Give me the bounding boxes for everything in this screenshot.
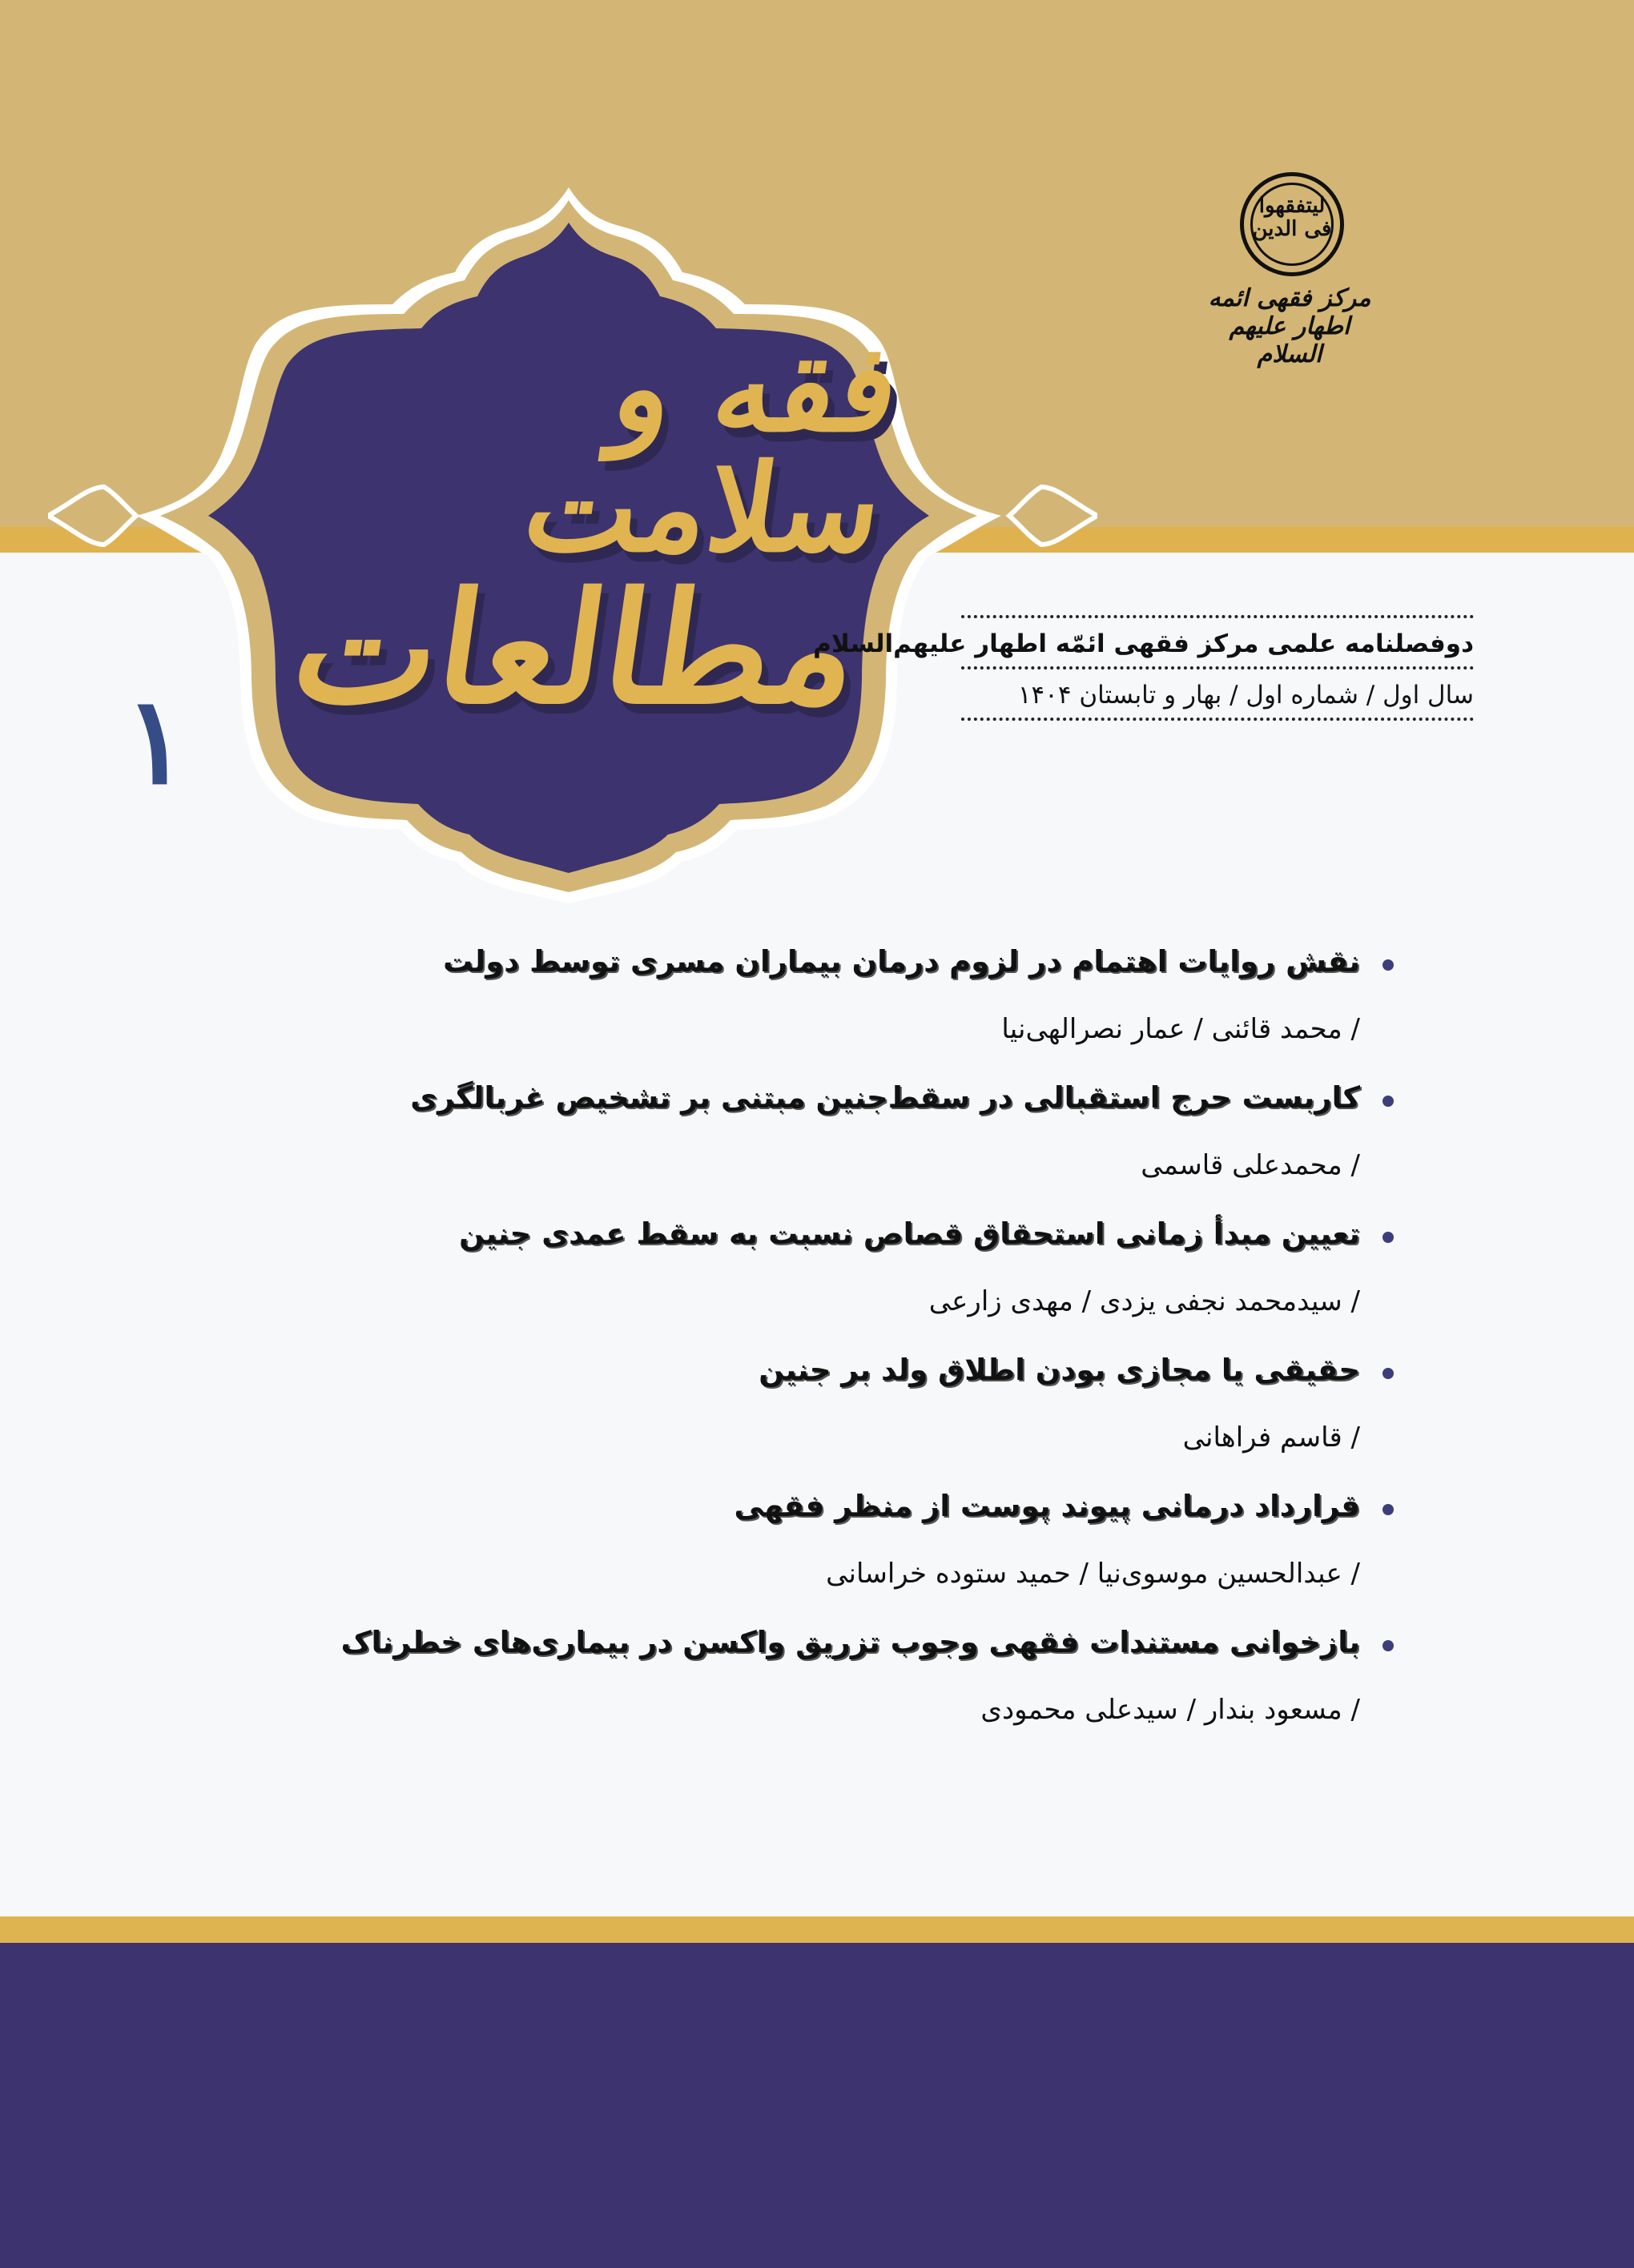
logo-publisher-name: مرکز فقهی ائمه اطهار علیهم السلام [1208,284,1371,368]
article-title: بازخوانی مستندات فقهی وجوب تزریق واکسن در بیماری‌های خطرناک [340,1624,1360,1659]
logo-motto: لیتفقهوا فی الدین [1252,194,1332,241]
article-title: کاربست حرج استقبالی در سقط‌جنین مبتنی بر تشخیص غربالگری [410,1080,1360,1115]
bullet-icon [1382,1504,1394,1515]
bottom-band [0,1943,1634,2268]
dotted-rule [961,718,1474,721]
issue-number: ۱ [123,670,189,811]
article-authors: / مسعود بندار / سیدعلی محمودی [980,1694,1360,1726]
article-entry [192,1201,1394,1337]
bullet-icon [1382,1232,1394,1243]
publisher-logo [1201,172,1378,368]
article-entry [192,1610,1394,1746]
table-of-contents [192,929,1394,1746]
journal-title-calligraphy [264,264,908,793]
article-authors: / عبدالحسین موسوی‌نیا / حمید ستوده خراسانی [826,1558,1360,1590]
bullet-icon [1382,1096,1394,1107]
article-title: تعیین مبدأ زمانی استحقاق قصاص نسبت به سقط عمدی جنین [459,1216,1360,1251]
article-entry [192,1065,1394,1201]
article-authors: / قاسم فراهانی [1182,1422,1360,1454]
bullet-icon [1382,959,1394,971]
journal-subtitle: دوفصلنامه علمی مرکز فقهی ائمّه اطهار علیهم‌السلام [813,629,1474,658]
masthead [813,615,1474,721]
article-authors: / محمدعلی قاسمی [1141,1149,1360,1181]
article-title: حقیقی یا مجازی بودن اطلاق ولد بر جنین [759,1352,1360,1387]
article-authors: / سیدمحمد نجفی یزدی / مهدی زارعی [928,1285,1360,1317]
article-title: قرارداد درمانی پیوند پوست از منظر فقهی [734,1488,1360,1523]
article-title: نقش روایات اهتمام در لزوم درمان بیماران مسری توسط دولت [443,943,1360,979]
article-entry [192,1337,1394,1474]
article-entry [192,1474,1394,1610]
article-entry [192,929,1394,1065]
bullet-icon [1382,1368,1394,1379]
bottom-gold-stripe [0,1916,1634,1943]
issue-info: سال اول / شماره اول / بهار و تابستان ۱۴۰۴ [1017,681,1474,710]
journal-title-line2: مطالعات [283,559,871,738]
journal-title-line1: فقه و سلامت [516,318,908,580]
article-authors: / محمد قائنی / عمار نصرالهی‌نیا [1001,1013,1360,1045]
bullet-icon [1382,1640,1394,1651]
